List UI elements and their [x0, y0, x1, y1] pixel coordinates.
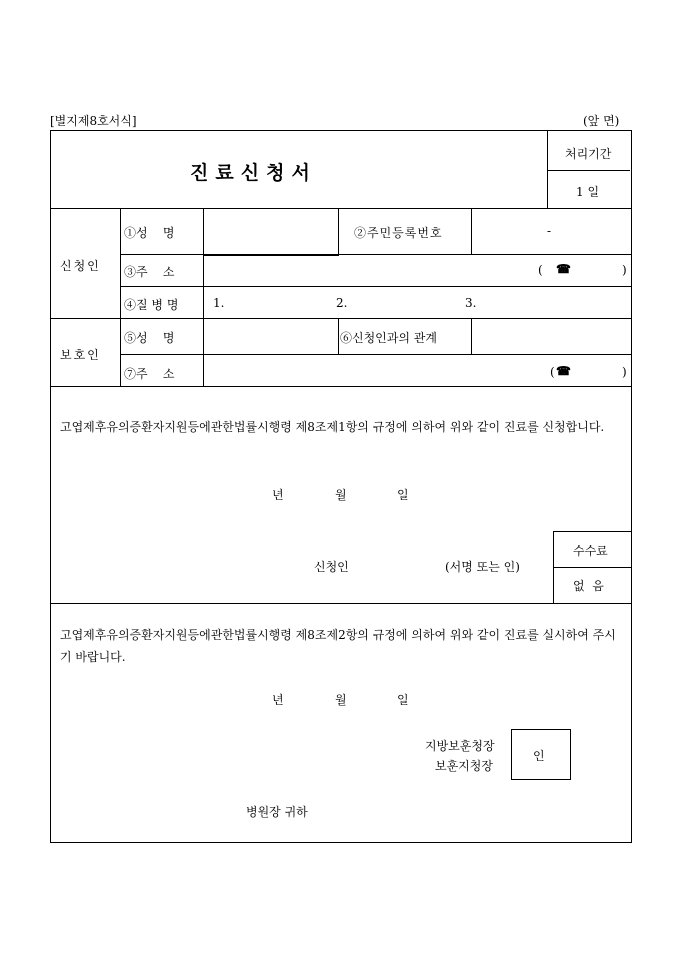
- signature-note: (서명 또는 인): [445, 560, 520, 574]
- applicant-group-label: 신청인: [60, 259, 101, 273]
- divider: [471, 318, 472, 354]
- divider: [553, 531, 631, 532]
- office-regional: 지방보훈청장: [425, 739, 495, 753]
- applicant-rrn-value[interactable]: -: [547, 224, 552, 238]
- form-title: 진 료 신 청 서: [190, 162, 311, 184]
- divider: [553, 567, 631, 568]
- date-month: 월: [335, 693, 347, 707]
- applicant-address-label: ③주 소: [124, 265, 175, 279]
- divider: [120, 286, 631, 287]
- divider: [547, 130, 548, 208]
- date-year: 년: [272, 693, 284, 707]
- date-day: 일: [397, 693, 409, 707]
- divider: [50, 208, 631, 209]
- date-day: 일: [397, 488, 409, 502]
- applicant-disease-label: ④질 병 명: [124, 298, 179, 312]
- divider: [338, 318, 339, 354]
- date-year: 년: [272, 488, 284, 502]
- applicant-signature-label: 신청인: [314, 560, 349, 574]
- telephone-icon: ☎: [556, 364, 571, 378]
- divider: [120, 254, 631, 255]
- divider: [50, 386, 631, 387]
- fee-label: 수수료: [573, 544, 608, 558]
- processing-period-label: 처리기간: [565, 147, 612, 161]
- divider: [50, 318, 631, 319]
- guardian-group-label: 보호인: [60, 348, 101, 362]
- form-number: [별지제8호서식]: [50, 114, 137, 128]
- applicant-name-label: ①성 명: [124, 226, 175, 240]
- guardian-name-label: ⑤성 명: [124, 331, 175, 345]
- approval-statement: 고엽제후유의증환자지원등에관한법률시행령 제8조제2항의 규정에 의하여 위와 같이 진료를 실시하여 주시기 바랍니다.: [60, 628, 616, 664]
- applicant-phone-close: ): [622, 263, 627, 277]
- processing-period-value: 1 일: [576, 185, 600, 199]
- divider: [120, 354, 631, 355]
- office-branch: 보훈지청장: [435, 759, 493, 773]
- divider: [547, 170, 630, 171]
- guardian-phone-close: ): [622, 365, 627, 379]
- divider: [338, 208, 339, 254]
- divider: [471, 208, 472, 254]
- applicant-rrn-label: ②주민등록번호: [354, 226, 443, 240]
- divider: [50, 603, 631, 604]
- page-side-label: (앞 면): [583, 114, 620, 128]
- fee-value: 없 음: [573, 579, 604, 593]
- disease-1[interactable]: 1.: [213, 296, 225, 310]
- telephone-icon: ☎: [556, 262, 571, 276]
- disease-2[interactable]: 2.: [336, 296, 348, 310]
- applicant-phone-open: (: [538, 263, 543, 277]
- application-statement: 고엽제후유의증환자지원등에관한법률시행령 제8조제1항의 규정에 의하여 위와 같이 진료를 신청합니다.: [60, 420, 605, 434]
- recipient: 병원장 귀하: [246, 805, 308, 819]
- divider: [120, 208, 121, 386]
- date-month: 월: [335, 488, 347, 502]
- guardian-relation-label: ⑥신청인과의 관계: [340, 331, 437, 345]
- disease-3[interactable]: 3.: [465, 296, 477, 310]
- seal-label: 인: [533, 749, 545, 763]
- guardian-address-label: ⑦주 소: [124, 367, 175, 381]
- guardian-phone-open: (: [550, 365, 555, 379]
- applicant-name-field[interactable]: [203, 208, 339, 256]
